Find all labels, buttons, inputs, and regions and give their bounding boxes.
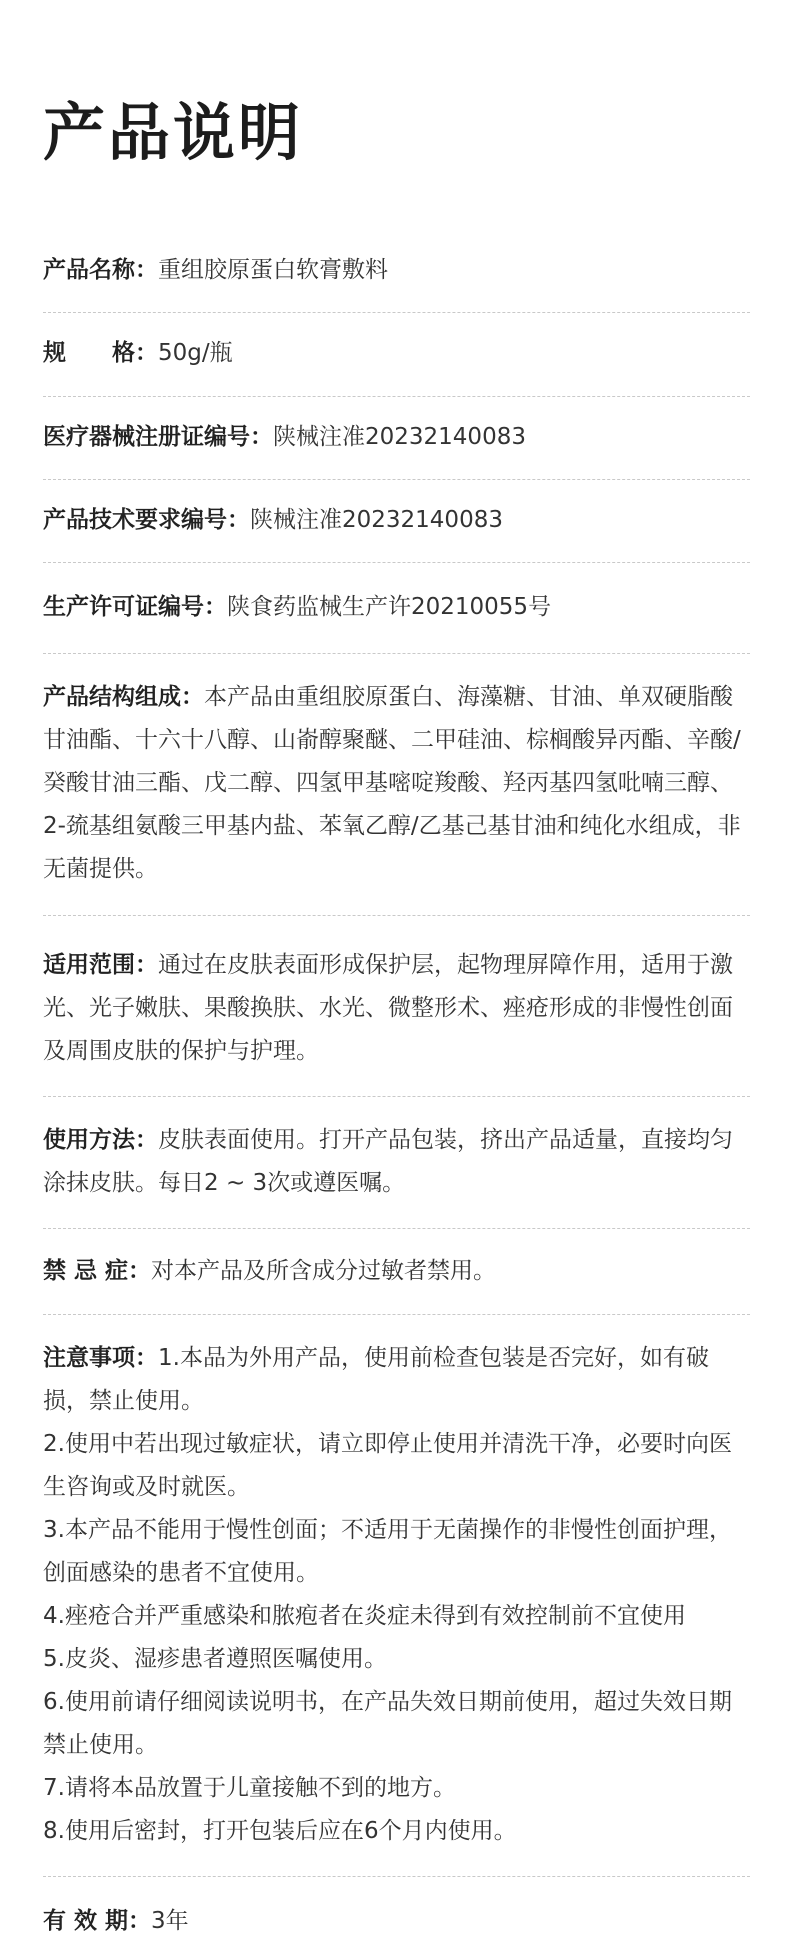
product-name-label: 产品名称： [43,257,158,283]
registration-label: 医疗器械注册证编号： [43,424,273,450]
page-title: 产品说明 [43,96,304,169]
spec-list [43,232,750,1941]
tech-requirement-value: 陕械注准20232140083 [250,507,503,533]
license-value: 陕食药监械生产许20210055号 [227,594,552,620]
usage-value: 皮肤表面使用。打开产品包装，挤出产品适量，直接均匀涂抹皮肤。每日2 ~ 3次或遵医嘱。 [43,1127,733,1196]
note-item: 3.本产品不能用于慢性创面；不适用于无菌操作的非慢性创面护理，创面感染的患者不宜使用。 [43,1517,732,1586]
note-text: 1.本品为外用产品，使用前检查包装是否完好，如有破损，禁止使用。 [43,1345,709,1414]
note-item [43,1337,750,1423]
license-row [43,563,750,653]
registration-row [43,397,750,479]
contraindication-label: 禁 忌 症： [43,1258,152,1284]
usage-row [43,1097,750,1228]
note-item: 7.请将本品放置于儿童接触不到的地方。 [43,1775,456,1801]
registration-value: 陕械注准20232140083 [273,424,526,450]
note-item: 2.使用中若出现过敏症状，请立即停止使用并清洗干净，必要时向医生咨询或及时就医。 [43,1431,732,1500]
validity-label: 有 效 期： [43,1908,152,1934]
spec-row [43,313,750,396]
contraindication-row [43,1229,750,1314]
contraindication-value: 对本产品及所含成分过敏者禁用。 [151,1258,497,1284]
tech-requirement-row [43,480,750,562]
validity-row [43,1877,750,1941]
note-item: 8.使用后密封，打开包装后应在6个月内使用。 [43,1818,517,1844]
spec-label: 规 格： [43,340,158,366]
product-name-value: 重组胶原蛋白软膏敷料 [158,257,388,283]
note-item: 6.使用前请仔细阅读说明书，在产品失效日期前使用，超过失效日期禁止使用。 [43,1689,732,1758]
note-item: 5.皮炎、湿疹患者遵照医嘱使用。 [43,1646,387,1672]
spec-value: 50g/瓶 [158,340,233,366]
usage-label: 使用方法： [43,1127,158,1153]
scope-row [43,916,750,1096]
composition-value: 本产品由重组胶原蛋白、海藻糖、甘油、单双硬脂酸甘油酯、十六十八醇、山嵛醇聚醚、二甲硅油、棕榈酸异丙酯、辛酸/癸酸甘油三酯、戊二醇、四氢甲基嘧啶羧酸、羟丙基四氢吡喃三醇、2-巯基组氨酸三甲基内盐、苯氧乙醇/乙基己基甘油和纯化水组成，非无菌提供。 [43,684,741,882]
notes-row [43,1315,750,1876]
composition-row [43,654,750,915]
notes-label: 注意事项： [43,1345,158,1371]
license-label: 生产许可证编号： [43,594,227,620]
validity-value: 3年 [151,1908,189,1934]
note-item: 4.痤疮合并严重感染和脓疱者在炎症未得到有效控制前不宜使用 [43,1603,686,1629]
scope-label: 适用范围： [43,952,158,978]
composition-label: 产品结构组成： [43,684,204,710]
tech-requirement-label: 产品技术要求编号： [43,507,250,533]
product-name-row [43,232,750,312]
scope-value: 通过在皮肤表面形成保护层，起物理屏障作用，适用于激光、光子嫩肤、果酸换肤、水光、微整形术、痤疮形成的非慢性创面及周围皮肤的保护与护理。 [43,952,733,1064]
